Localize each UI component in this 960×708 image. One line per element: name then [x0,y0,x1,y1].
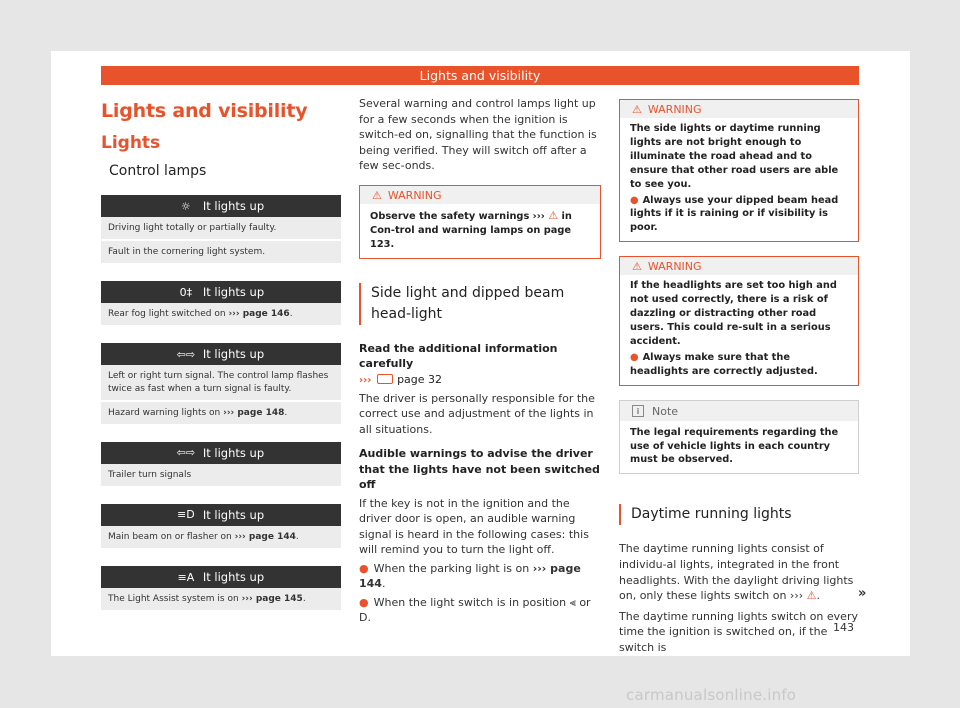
warning-box [619,256,859,385]
lamp-label: It lights up [202,445,265,460]
paragraph-daytime-1 [619,541,859,603]
lamp-row-text: The Light Assist system is on [108,594,242,605]
bullet-icon: ● [359,595,369,609]
table-row [101,402,341,426]
reference-arrows-icon: ››› [359,374,372,386]
lamp-entry [101,195,341,265]
lamp-row-text: Hazard warning lights on [108,407,224,418]
bullet-text: When the parking light is on [373,561,533,575]
section-title: Lights [101,133,161,153]
chapter-title: Lights and visibility [101,100,308,122]
lamp-label: It lights up [202,199,265,213]
column-left [101,96,341,612]
lamp-row-text: Left or right turn signal. The control lamp flashes twice as fast when a turn signal is faulty. [108,371,329,394]
lamp-row-text: Driving light totally or partially faulty. [108,223,277,233]
page-ref-link[interactable]: page 32 [397,372,443,386]
page-ref-link[interactable]: ››› page 146 [228,309,290,320]
bullet-or: or [575,595,591,609]
warning-triangle-icon: ⚠ [806,589,817,603]
table-row [101,303,341,327]
paragraph-daytime-2: The daytime running lights switch on every time the ignition is switched on, if the switch is [619,609,858,654]
side-light-symbol-icon: ⫷ [569,595,576,609]
warning-text [360,204,600,258]
warning-triangle-icon: ⚠ [632,103,642,116]
warning-bullet-text: Always use your dipped beam head lights if it is raining or if visibility is poor. [630,194,839,234]
bullet-end: . [381,577,386,591]
book-icon [377,374,393,384]
page-ref-link[interactable]: ››› page 144 [234,531,296,542]
page-number: 143 [833,621,854,634]
lamp-entry [101,343,341,425]
main-beam-icon: ≡D [177,508,195,522]
bullet-icon: ● [630,351,639,363]
page-ref-link[interactable]: ››› page 144 [359,561,581,591]
paragraph-driver-responsible: The driver is personally responsible for the correct use and adjustment of the lights in all situations. [359,391,595,436]
note-label: Note [652,404,679,418]
warning-triangle-icon: ⚠ [632,260,642,274]
read-info-text: Read the additional information carefully [359,341,558,371]
lamp-header [101,343,341,365]
lamp-row-text: Trailer turn signals [108,469,192,480]
warning-box [619,99,859,242]
page-ref-link[interactable]: ››› page 145 [241,594,303,605]
lamp-row-end: . [295,531,299,542]
note-header [620,401,858,421]
lamp-label: It lights up [202,285,265,300]
warning-header [620,100,858,118]
warning-text-b: in Con-trol and warning lamps on page 123. [370,211,572,250]
read-info-line [359,341,601,388]
section-heading-side-light: Side light and dipped beam head-light [359,283,601,325]
warning-label: WARNING [647,103,702,116]
lamp-label: It lights up [202,570,265,585]
paragraph-audible-warning: If the key is not in the ignition and the driver door is open, an audible warning signal is heard in the following cases: this will remind you to turn the light off. [359,496,589,557]
lamp-header [101,504,341,526]
lamp-row-text: Fault in the cornering light system. [108,247,266,258]
lamp-label: It lights up [202,507,265,522]
lamp-entry [101,504,341,550]
warning-text-a: Observe the safety warnings ››› [370,211,545,223]
lamp-row-text: Rear fog light switched on [108,309,229,320]
light-assist-icon: ≡A [177,570,195,584]
lamp-row-end: . [302,594,306,605]
trailer-turn-signal-icon: ⇦⇨ [176,446,196,460]
lamp-header [101,442,341,464]
warning-box [359,185,601,259]
lamp-header [101,281,341,303]
table-row [101,526,341,550]
section-heading-daytime: Daytime running lights [619,504,859,525]
subsection-title: Control lamps [109,163,207,179]
warning-bullet [630,351,848,379]
lamp-row-end: . [284,407,288,418]
warning-label: WARNING [387,189,442,203]
warning-header [620,257,858,275]
list-item [359,595,601,626]
intro-paragraph: Several warning and control lamps light up for a few seconds when the ignition is switch-ed on, signalling that the function is being verified. They will switch off after a few sec-onds. [359,97,597,173]
bullet-text: When the light switch is in position [373,595,570,609]
column-right [619,99,859,656]
lamp-entry [101,566,341,612]
lamp-header [101,566,341,588]
bullet-icon: ● [359,561,369,575]
bullet-end: . [367,611,371,625]
warning-bullet-text: Always make sure that the headlights are correctly adjusted. [630,351,818,377]
warning-text [620,118,858,241]
column-middle [359,96,601,626]
lamp-row-end: . [289,309,293,320]
warning-triangle-icon: ⚠ [372,189,382,203]
lamp-label: It lights up [202,347,265,362]
daytime-end: . [816,589,820,603]
list-item [359,561,601,592]
warning-label: WARNING [647,260,702,274]
info-icon: i [632,405,644,417]
warning-triangle-icon: ⚠ [548,209,559,223]
watermark: carmanualsonline.info [626,686,797,704]
lamp-entry [101,281,341,327]
warning-paragraph: If the headlights are set too high and not used correctly, there is a risk of dazzling or distracting other road users. This could re-sult in a serious accident. [630,280,837,347]
warning-bullet [630,194,848,236]
warning-header [360,186,600,204]
lamp-entry [101,442,341,488]
running-header: Lights and visibility [101,66,859,85]
audible-warnings-heading: Audible warnings to advise the driver that the lights have not been switched off [359,447,600,492]
table-row [101,241,341,265]
table-row [101,464,341,488]
lamp-row-text: Main beam on or flasher on [108,531,235,542]
warning-paragraph: The side lights or daytime running lights are not bright enough to illuminate the road ahead and to ensure that other road users are able to see you. [630,123,839,190]
daytime-text: The daytime running lights consist of individu-al lights, integrated in the front headlights. With the daylight driving lights on, only these lights switch on ››› [619,542,854,603]
lamp-header [101,195,341,217]
note-box [619,400,859,475]
note-text: The legal requirements regarding the use of vehicle lights in each country must be observed. [630,426,839,466]
lamp-table [101,195,341,612]
table-row [101,588,341,612]
warning-text [620,275,858,384]
dipped-beam-symbol-icon: D [359,611,368,625]
turn-signal-icon: ⇦⇨ [176,347,196,361]
continue-arrow-icon: » [858,586,867,601]
table-row [101,365,341,401]
page-ref-link[interactable]: ››› page 148 [223,407,285,418]
table-row [101,217,341,241]
lamp-light-fault-icon: ☼ [180,199,191,213]
bullet-icon: ● [630,194,639,206]
rear-fog-light-icon: 0‡ [179,285,193,299]
